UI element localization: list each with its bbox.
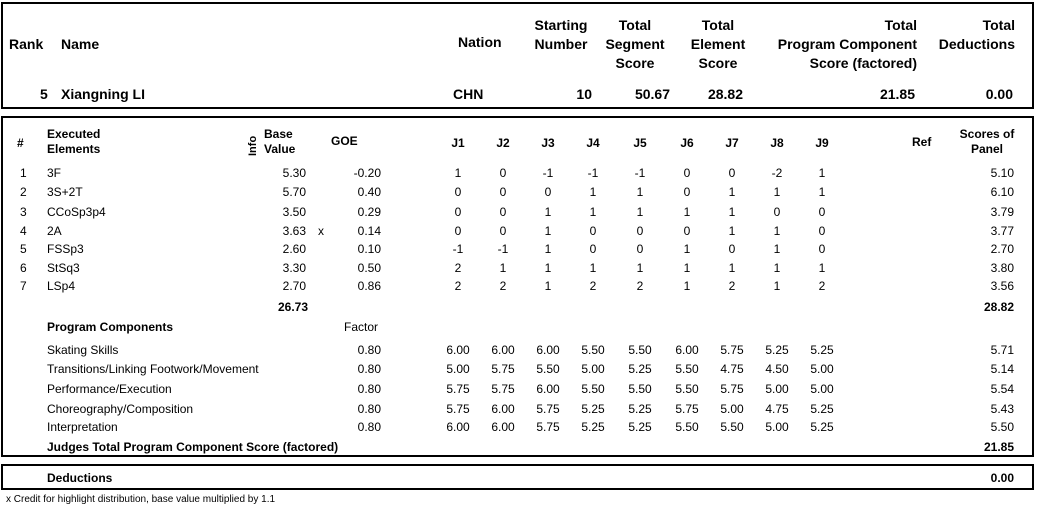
component-judge-score: 5.75 xyxy=(675,402,699,416)
element-judge-score: 0 xyxy=(454,224,462,238)
element-number: 1 xyxy=(20,166,27,180)
info-header: Info xyxy=(247,135,259,156)
element-judge-score: 0 xyxy=(636,242,644,256)
component-judge-score: 5.25 xyxy=(628,402,652,416)
deductions-box xyxy=(1,464,1034,490)
component-judge-score: 6.00 xyxy=(446,420,470,434)
deductions-header-label: Total Deductions xyxy=(938,17,1015,52)
element-judge-score: 1 xyxy=(818,166,826,180)
element-judge-score: 1 xyxy=(589,261,597,275)
pcs-label: Total Program Component Score (factored) xyxy=(777,17,917,71)
element-judge-score: 1 xyxy=(544,205,552,219)
element-judge-score: 0 xyxy=(773,205,781,219)
element-judge-score: -1 xyxy=(497,242,509,256)
component-judge-score: 4.50 xyxy=(765,362,789,376)
component-name: Interpretation xyxy=(47,420,118,434)
goe-header: GOE xyxy=(331,134,358,148)
component-judge-score: 5.00 xyxy=(810,382,834,396)
judge-header-7: J7 xyxy=(725,136,739,150)
element-panel-score: 6.10 xyxy=(990,185,1014,199)
element-goe: 0.40 xyxy=(357,185,381,199)
judge-header-2: J2 xyxy=(496,136,510,150)
component-judge-score: 5.50 xyxy=(675,420,699,434)
element-goe: 0.29 xyxy=(357,205,381,219)
component-judge-score: 4.75 xyxy=(765,402,789,416)
component-judge-score: 5.75 xyxy=(446,382,470,396)
element-judge-score: 1 xyxy=(454,166,462,180)
element-judge-score: 0 xyxy=(636,224,644,238)
element-judge-score: 1 xyxy=(773,261,781,275)
element-name: CCoSp3p4 xyxy=(47,205,106,219)
element-judge-score: 2 xyxy=(818,279,826,293)
elements-total-base: 26.73 xyxy=(277,300,308,314)
factor-header: Factor xyxy=(344,320,379,334)
element-panel-score: 3.80 xyxy=(990,261,1014,275)
element-judge-score: 0 xyxy=(683,224,691,238)
component-judge-score: 6.00 xyxy=(536,343,560,357)
element-judge-score: 1 xyxy=(589,185,597,199)
element-judge-score: 0 xyxy=(683,166,691,180)
element-judge-score: 1 xyxy=(728,261,736,275)
element-panel-score: 3.77 xyxy=(990,224,1014,238)
component-judge-score: 5.25 xyxy=(628,362,652,376)
element-judge-score: 1 xyxy=(544,242,552,256)
component-judge-score: 6.00 xyxy=(491,420,515,434)
skater-tss: 50.67 xyxy=(634,86,670,102)
component-judge-score: 5.25 xyxy=(581,402,605,416)
component-judge-score: 5.50 xyxy=(581,343,605,357)
component-judge-score: 5.75 xyxy=(720,382,744,396)
element-panel-score: 5.10 xyxy=(990,166,1014,180)
starting-number-label: Starting Number xyxy=(534,17,588,52)
component-factor: 0.80 xyxy=(357,362,381,376)
component-name: Choreography/Composition xyxy=(47,402,194,416)
component-judge-score: 5.50 xyxy=(675,362,699,376)
elements-total-score: 28.82 xyxy=(983,300,1014,314)
component-name: Transitions/Linking Footwork/Movement xyxy=(47,362,259,376)
judge-header-4: J4 xyxy=(586,136,600,150)
executed-elements-header: Executed Elements xyxy=(47,127,101,156)
component-judge-score: 5.25 xyxy=(810,343,834,357)
element-judge-score: 1 xyxy=(544,261,552,275)
element-judge-score: 1 xyxy=(636,205,644,219)
element-goe: 0.50 xyxy=(357,261,381,275)
component-panel-score: 5.50 xyxy=(990,420,1014,434)
element-judge-score: 0 xyxy=(499,166,507,180)
element-judge-score: 0 xyxy=(728,242,736,256)
element-base-value: 3.63 xyxy=(282,224,306,238)
element-judge-score: 0 xyxy=(499,224,507,238)
element-judge-score: 1 xyxy=(683,242,691,256)
component-judge-score: 5.00 xyxy=(765,420,789,434)
component-judge-score: 5.00 xyxy=(446,362,470,376)
base-value-header: Base Value xyxy=(264,127,296,156)
element-judge-score: 2 xyxy=(589,279,597,293)
element-judge-score: 1 xyxy=(773,242,781,256)
element-judge-score: 1 xyxy=(773,279,781,293)
component-judge-score: 5.75 xyxy=(536,420,560,434)
element-base-value: 5.30 xyxy=(282,166,306,180)
tss-label: Total Segment Score xyxy=(605,17,665,71)
component-panel-score: 5.14 xyxy=(990,362,1014,376)
judge-header-3: J3 xyxy=(541,136,555,150)
element-judge-score: 0 xyxy=(818,224,826,238)
element-judge-score: 0 xyxy=(499,185,507,199)
judge-header-6: J6 xyxy=(680,136,694,150)
component-judge-score: 6.00 xyxy=(536,382,560,396)
num-header: # xyxy=(17,136,24,150)
element-goe: 0.14 xyxy=(357,224,381,238)
tes-label: Total Element Score xyxy=(690,17,746,71)
element-goe: 0.10 xyxy=(357,242,381,256)
element-judge-score: 2 xyxy=(454,261,462,275)
component-judge-score: 6.00 xyxy=(675,343,699,357)
component-factor: 0.80 xyxy=(357,420,381,434)
skater-deductions: 0.00 xyxy=(985,86,1013,102)
deductions-value: 0.00 xyxy=(990,471,1014,485)
element-base-value: 5.70 xyxy=(282,185,306,199)
element-judge-score: 2 xyxy=(728,279,736,293)
element-name: FSSp3 xyxy=(47,242,84,256)
element-judge-score: 1 xyxy=(544,279,552,293)
footnote: x Credit for highlight distribution, base value multiplied by 1.1 xyxy=(6,494,276,505)
element-name: LSp4 xyxy=(47,279,76,293)
element-number: 4 xyxy=(20,224,27,238)
element-judge-score: 1 xyxy=(818,185,826,199)
component-judge-score: 5.25 xyxy=(810,420,834,434)
program-components-header: Program Components xyxy=(47,320,174,334)
element-judge-score: 2 xyxy=(499,279,507,293)
component-judge-score: 5.75 xyxy=(446,402,470,416)
component-judge-score: 5.25 xyxy=(765,343,789,357)
skater-rank: 5 xyxy=(40,86,48,102)
component-judge-score: 5.00 xyxy=(581,362,605,376)
element-judge-score: 1 xyxy=(683,205,691,219)
component-judge-score: 5.00 xyxy=(765,382,789,396)
ref-header: Ref xyxy=(912,135,932,149)
judge-header-1: J1 xyxy=(451,136,465,150)
component-judge-score: 5.50 xyxy=(536,362,560,376)
element-panel-score: 3.56 xyxy=(990,279,1014,293)
nation-label: Nation xyxy=(458,34,502,50)
component-judge-score: 6.00 xyxy=(446,343,470,357)
element-judge-score: -2 xyxy=(771,166,783,180)
element-info: x xyxy=(318,224,324,238)
element-name: 2A xyxy=(47,224,62,238)
component-judge-score: 5.75 xyxy=(491,382,515,396)
element-goe: -0.20 xyxy=(353,166,381,180)
element-judge-score: 0 xyxy=(683,185,691,199)
element-judge-score: 1 xyxy=(683,279,691,293)
element-panel-score: 3.79 xyxy=(990,205,1014,219)
judge-header-9: J9 xyxy=(815,136,829,150)
element-base-value: 3.50 xyxy=(282,205,306,219)
element-judge-score: 1 xyxy=(728,224,736,238)
element-number: 5 xyxy=(20,242,27,256)
component-panel-score: 5.54 xyxy=(990,382,1014,396)
skater-nation: CHN xyxy=(453,86,484,102)
element-judge-score: 0 xyxy=(818,205,826,219)
component-judge-score: 5.50 xyxy=(628,382,652,396)
element-judge-score: 1 xyxy=(683,261,691,275)
element-judge-score: -1 xyxy=(634,166,646,180)
element-name: StSq3 xyxy=(47,261,80,275)
element-number: 2 xyxy=(20,185,27,199)
component-factor: 0.80 xyxy=(357,382,381,396)
element-judge-score: 1 xyxy=(773,224,781,238)
element-judge-score: 1 xyxy=(544,224,552,238)
skater-name: Xiangning LI xyxy=(61,86,145,102)
judge-header-5: J5 xyxy=(633,136,647,150)
component-judge-score: 5.75 xyxy=(536,402,560,416)
component-judge-score: 5.50 xyxy=(720,420,744,434)
element-base-value: 2.70 xyxy=(282,279,306,293)
deductions-label: Deductions xyxy=(47,471,113,485)
component-judge-score: 5.00 xyxy=(810,362,834,376)
component-name: Performance/Execution xyxy=(47,382,172,396)
element-judge-score: 1 xyxy=(773,185,781,199)
element-judge-score: 2 xyxy=(636,279,644,293)
component-judge-score: 5.00 xyxy=(720,402,744,416)
component-judge-score: 6.00 xyxy=(491,402,515,416)
element-base-value: 2.60 xyxy=(282,242,306,256)
element-judge-score: 0 xyxy=(728,166,736,180)
element-judge-score: 1 xyxy=(818,261,826,275)
component-factor: 0.80 xyxy=(357,343,381,357)
element-name: 3S+2T xyxy=(47,185,83,199)
skater-starting-number: 10 xyxy=(576,86,592,102)
components-total-value: 21.85 xyxy=(983,440,1014,454)
element-judge-score: 0 xyxy=(499,205,507,219)
element-judge-score: 1 xyxy=(636,261,644,275)
element-number: 7 xyxy=(20,279,27,293)
name-label: Name xyxy=(61,36,100,52)
element-judge-score: 0 xyxy=(818,242,826,256)
element-judge-score: -1 xyxy=(587,166,599,180)
element-judge-score: -1 xyxy=(452,242,464,256)
component-judge-score: 5.50 xyxy=(581,382,605,396)
element-judge-score: -1 xyxy=(542,166,554,180)
element-judge-score: 0 xyxy=(544,185,552,199)
element-judge-score: 0 xyxy=(454,185,462,199)
element-base-value: 3.30 xyxy=(282,261,306,275)
scores-of-panel-header: Scores of Panel xyxy=(959,127,1015,156)
element-judge-score: 0 xyxy=(454,205,462,219)
skater-tes: 28.82 xyxy=(707,86,743,102)
element-number: 3 xyxy=(20,205,27,219)
judge-header-8: J8 xyxy=(770,136,784,150)
element-judge-score: 0 xyxy=(589,242,597,256)
component-judge-score: 5.25 xyxy=(581,420,605,434)
component-panel-score: 5.71 xyxy=(990,343,1014,357)
component-judge-score: 5.50 xyxy=(628,343,652,357)
element-number: 6 xyxy=(20,261,27,275)
element-judge-score: 0 xyxy=(589,224,597,238)
component-judge-score: 4.75 xyxy=(720,362,744,376)
component-judge-score: 5.75 xyxy=(720,343,744,357)
component-factor: 0.80 xyxy=(357,402,381,416)
element-panel-score: 2.70 xyxy=(990,242,1014,256)
component-judge-score: 5.50 xyxy=(675,382,699,396)
component-name: Skating Skills xyxy=(47,343,119,357)
element-judge-score: 1 xyxy=(499,261,507,275)
element-judge-score: 2 xyxy=(454,279,462,293)
component-judge-score: 5.25 xyxy=(628,420,652,434)
element-judge-score: 1 xyxy=(636,185,644,199)
component-judge-score: 5.75 xyxy=(491,362,515,376)
component-judge-score: 6.00 xyxy=(491,343,515,357)
element-goe: 0.86 xyxy=(357,279,381,293)
element-judge-score: 1 xyxy=(728,205,736,219)
skater-pcs: 21.85 xyxy=(879,86,915,102)
components-total-label: Judges Total Program Component Score (factored) xyxy=(47,440,339,454)
element-name: 3F xyxy=(47,166,62,180)
element-judge-score: 1 xyxy=(589,205,597,219)
element-judge-score: 1 xyxy=(728,185,736,199)
rank-label: Rank xyxy=(9,36,44,52)
component-panel-score: 5.43 xyxy=(990,402,1014,416)
component-judge-score: 5.25 xyxy=(810,402,834,416)
